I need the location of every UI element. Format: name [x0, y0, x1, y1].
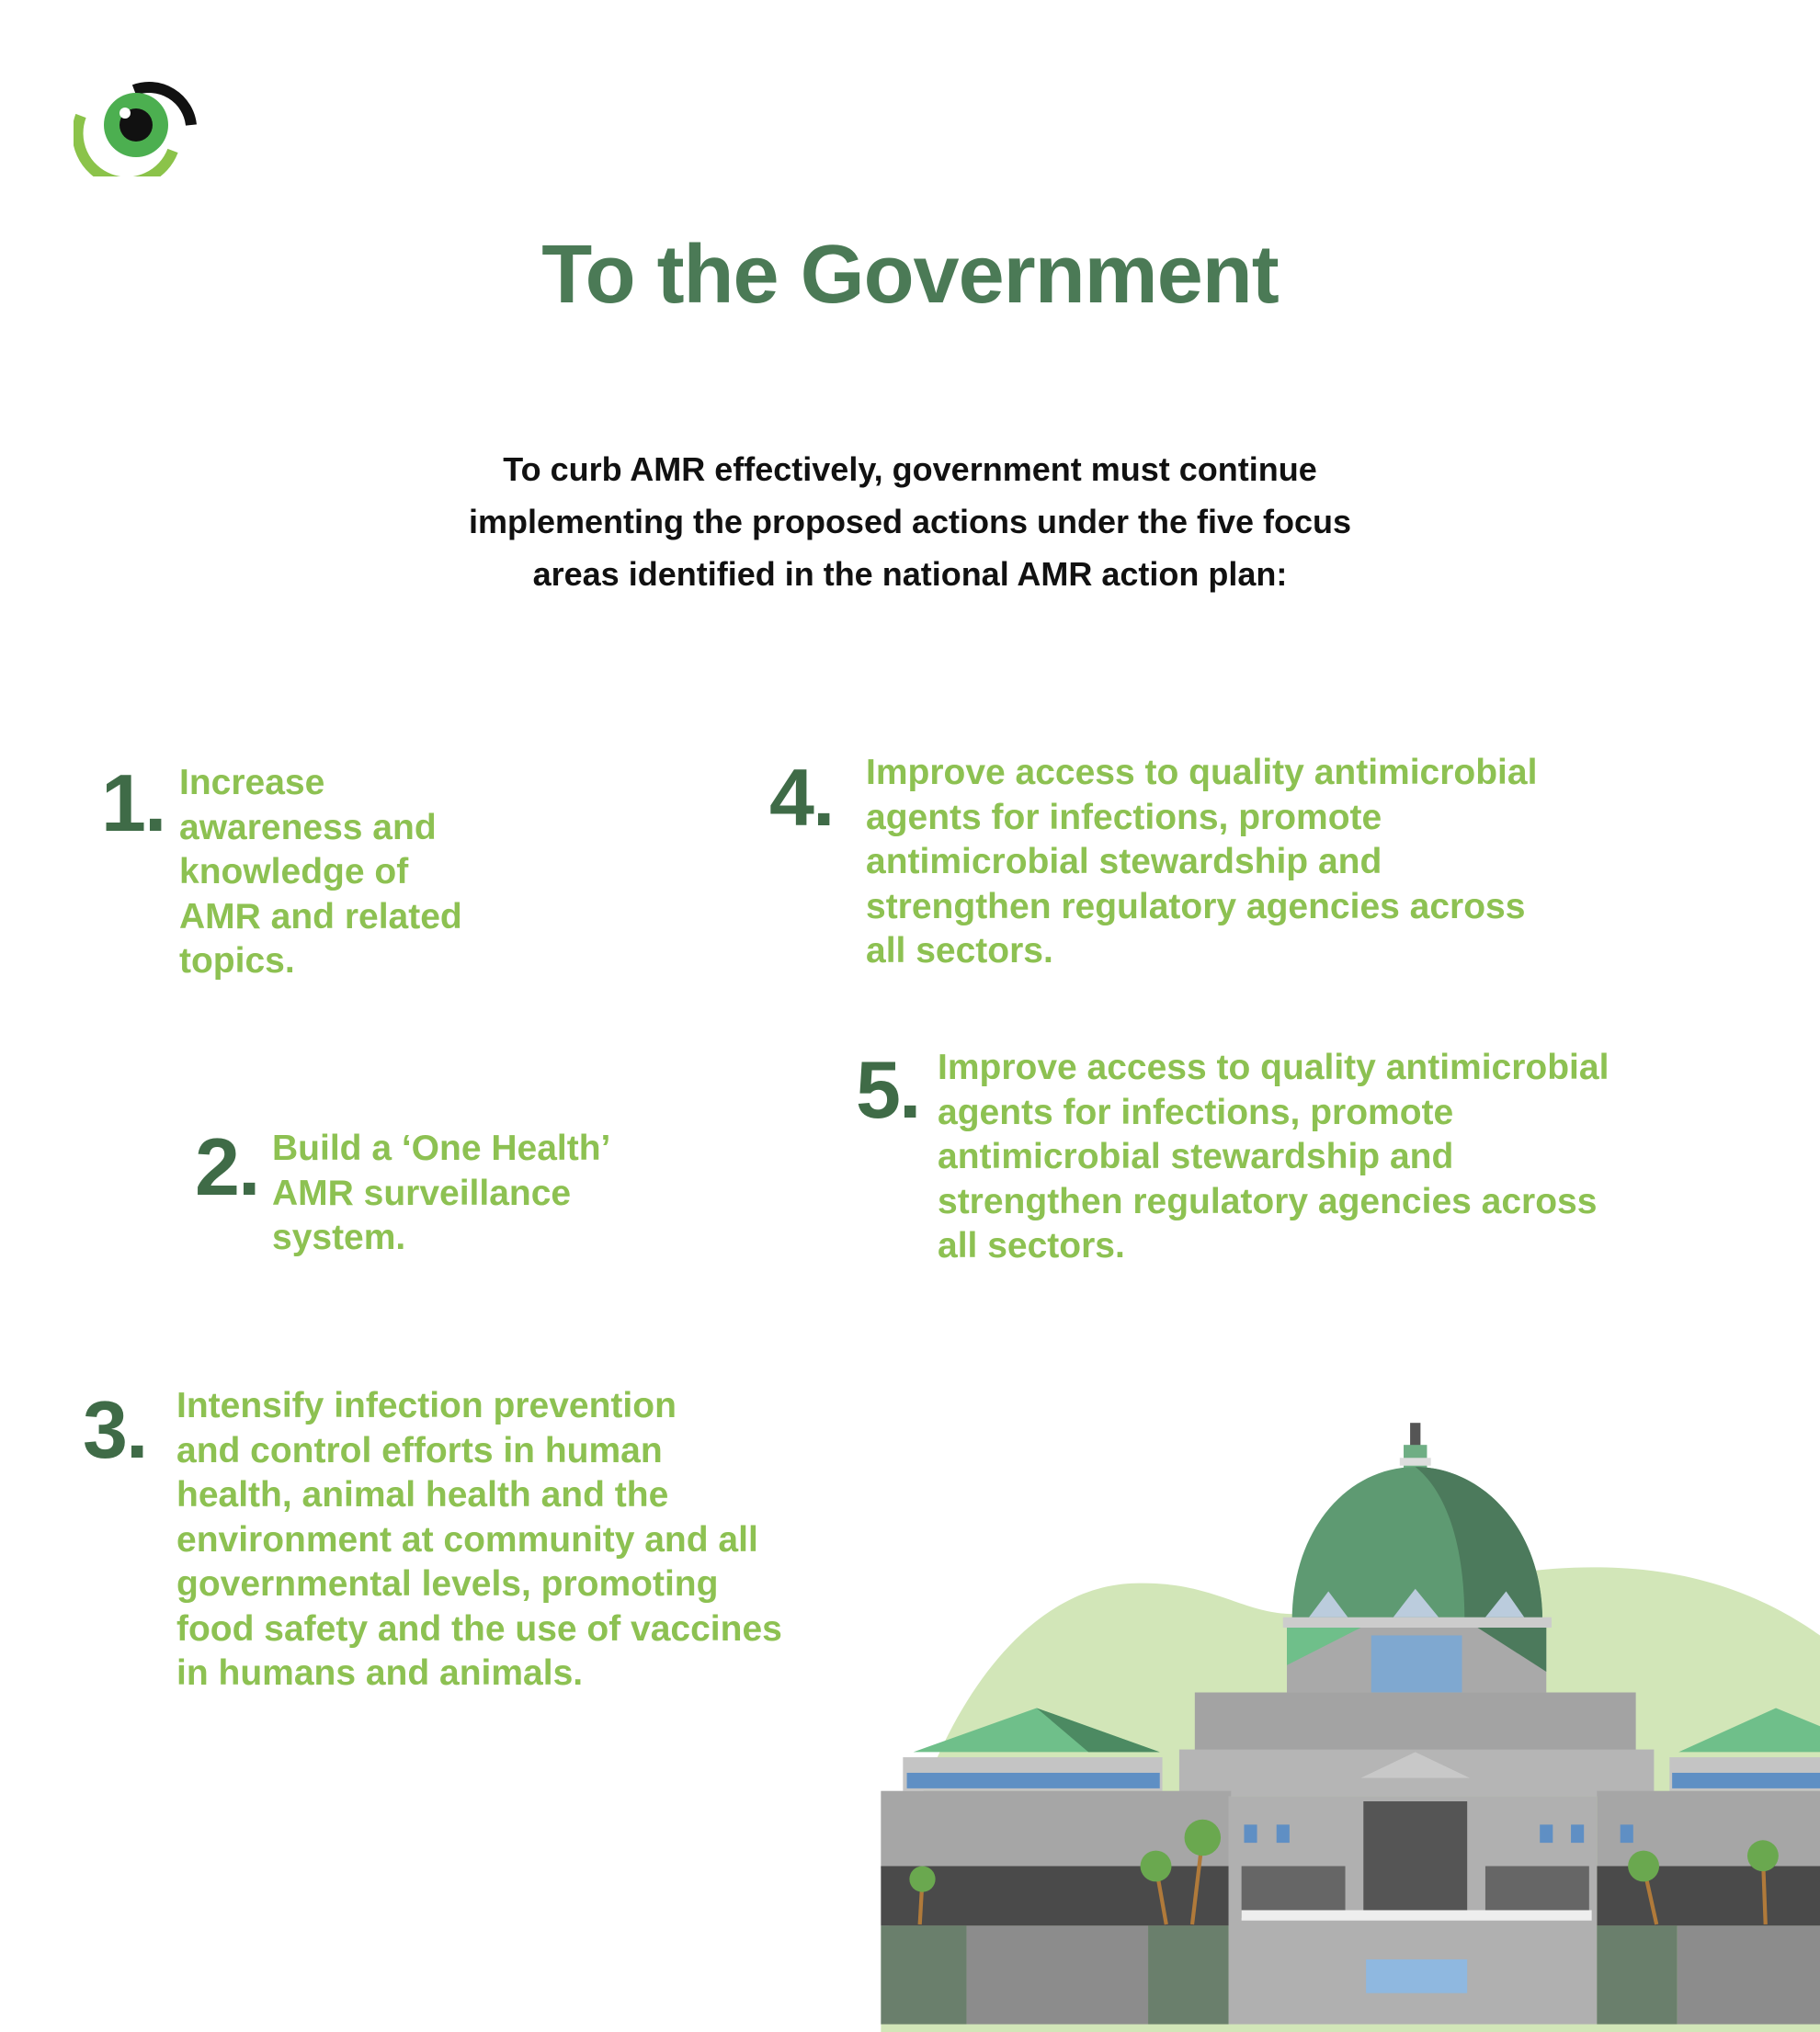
government-building-illustration: [864, 1397, 1820, 2032]
eye-logo-icon: [74, 72, 199, 176]
item-number-4: 4.: [769, 752, 834, 843]
item-text-1: Increase awareness and knowledge of AMR and related topics.: [179, 763, 462, 981]
item-number-1: 1.: [101, 757, 165, 848]
item-text-5: Improve access to quality antimicrobial agents for infections, promote antimicrobial stewardship and strengthen regulatory agencies across all sectors.: [938, 1048, 1610, 1266]
item-text-3: Intensify infection prevention and control efforts in human health, animal health and the environment at community and all governmental levels, promoting food safety and the use of vaccines in humans and animals.: [176, 1386, 782, 1693]
intro-text: To curb AMR effectively, government must continue implementing the proposed actions under the five focus areas identified in the national AMR action plan:: [468, 450, 1352, 593]
item-number-5: 5.: [856, 1044, 920, 1135]
item-number-2: 2.: [195, 1121, 259, 1212]
item-text-2: Build a ‘One Health’ AMR surveillance system.: [272, 1129, 611, 1257]
item-text-4: Improve access to quality antimicrobial agents for infections, promote antimicrobial stewardship and strengthen regulatory agencies across all sectors.: [866, 753, 1538, 971]
item-number-3: 3.: [83, 1384, 147, 1475]
page-title: To the Government: [541, 229, 1279, 321]
